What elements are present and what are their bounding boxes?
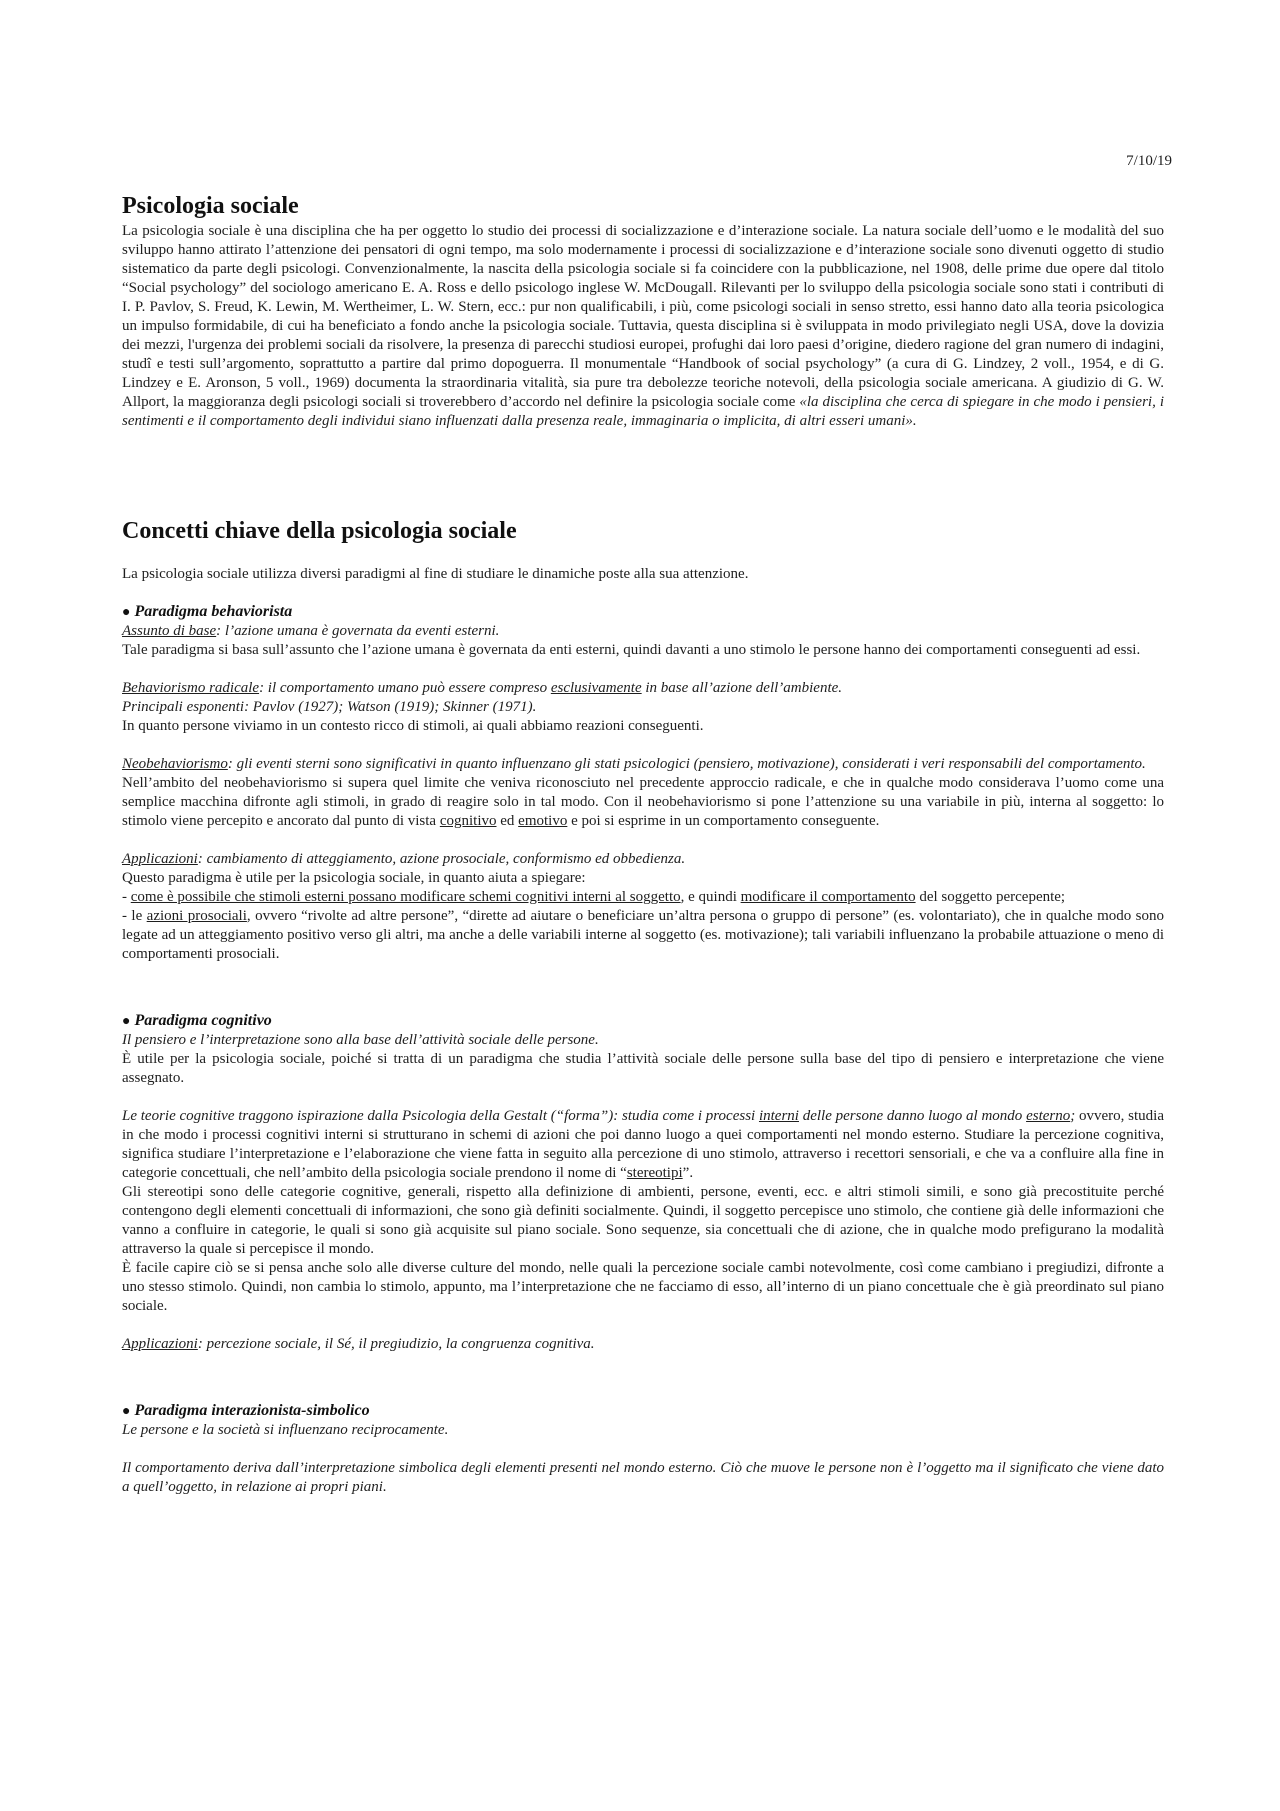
list-item <box>122 888 1164 907</box>
gestalt-esterno: esterno <box>1026 1108 1071 1124</box>
cogn-applicazioni <box>122 1335 1164 1354</box>
radicale-label: Behaviorismo radicale <box>122 680 260 696</box>
spacer <box>122 736 1164 755</box>
list-item <box>122 907 1164 964</box>
spacer <box>122 964 1164 993</box>
assunto-text: : l’azione umana è governata da eventi esterni. <box>216 623 500 639</box>
gestalt-end: ”. <box>682 1165 694 1181</box>
list-item-1-u1: come è possibile che stimoli esterni possano modificare schemi cognitivi interni al soggetto <box>130 889 681 905</box>
assunto-line <box>122 622 1164 641</box>
cogn-paragraph-2: Gli stereotipi sono delle categorie cognitive, generali, rispetto alla definizione di ambienti, persone, eventi, ecc. e altri stimoli simili, e sono già precostituite perché contengono degli elementi concettuali di informazioni, che sono già definiti socialmente. Quindi, il soggetto percepisce uno stimolo, che contiene già delle informazioni che vanno a confluire in categorie, le quali si sono già acquisite sul piano sociale. Sono sequenze, sia concettuali che di azione, che in qualche modo prefigurano la modalità attraverso la quale si percepisce il mondo. <box>122 1184 1164 1257</box>
behav-paragraph-3 <box>122 774 1164 831</box>
behav-applicazioni <box>122 850 1164 869</box>
gestalt-rest: ovvero, studia in che modo i processi cognitivi interni si strutturano in schemi di azioni che poi danno luogo a quei comportamenti nel mondo esterno. Studiare la percezione cognitiva, significa studiare l’interpretazione e l’elaborazione che viene fatta in seguito alla percezione di uno stimolo, attraverso i recettori sensoriali, e che va a confluire alla fine in categorie concettuali, che nell’ambito della psicologia sociale prendono il nome di “ <box>122 1108 1164 1181</box>
spacer <box>122 831 1164 850</box>
heading-interazionista <box>122 1401 1164 1421</box>
inter-subtitle: Le persone e la società si influenzano reciprocamente. <box>122 1422 449 1438</box>
behav-paragraph-2: In quanto persone viviamo in un contesto ricco di stimoli, ai quali abbiamo reazioni conseguenti. <box>122 718 704 734</box>
p3-emotivo: emotivo <box>518 813 568 829</box>
list-item-2-u: azioni prosociali <box>146 908 247 924</box>
intro-text: La psicologia sociale è una disciplina che ha per oggetto lo studio dei processi di socializzazione e d’interazione sociale. La natura sociale dell’uomo e le modalità del suo sviluppo hanno attirato l’attenzione dei pensatori di ogni tempo, ma solo modernamente i processi di socializzazione e d’interazione sociale sono divenuti oggetto di studio sistematico da parte degli psicologi. Convenzionalmente, la nascita della psicologia sociale si fa coincidere con la pubblicazione, nel 1908, delle prime due opere dal titolo “Social psychology” del sociologo americano E. A. Ross e dello psicologo inglese W. McDougall. Rilevanti per lo sviluppo della psicologia sociale sono stati i contributi di I. P. Pavlov, S. Freud, K. Lewin, M. Wertheimer, L. W. Stern, ecc.: pur non qualificabili, i più, come psicologi sociali in senso stretto, essi hanno dato alla teoria psicologica un impulso formidabile, di cui ha beneficiato a fondo anche la psicologia sociale. Tuttavia, questa disciplina si è sviluppata in modo privilegiato negli USA, dove la dovizia dei mezzi, l'urgenza dei problemi sociali da risolvere, la presenza di parecchi studiosi europei, profughi dai loro paesi d’origine, diedero ragione del gran numero di indagini, studî e testi sull’argomento, soprattutto a partire dal primo dopoguerra. Il monumentale “Handbook of social psychology” (a cura di G. Lindzey, 2 voll., 1954, e di G. Lindzey e E. Aronson, 5 voll., 1969) documenta la straordinaria vitalità, sia pure tra debolezze teoriche notevoli, della psicologia sociale americana. A giudizio di G. W. Allport, la maggioranza degli psicologi sociali si troverebbero d’accordo nel definire la psicologia sociale come <box>122 223 1164 410</box>
bullet-icon: ● <box>122 1404 131 1419</box>
radicale-text-b: in base all’azione dell’ambiente. <box>641 680 843 696</box>
applicazioni-label: Applicazioni <box>122 851 198 867</box>
behav-paragraph-1: Tale paradigma si basa sull’assunto che l’azione umana è governata da enti esterni, quindi davanti a uno stimolo le persone hanno dei comportamenti conseguenti ad essi. <box>122 642 1141 658</box>
spacer <box>122 1354 1164 1383</box>
gestalt-c: ; <box>1070 1108 1076 1124</box>
spacer <box>122 1440 1164 1459</box>
gestalt-stereotipi: stereotipi <box>626 1165 683 1181</box>
list-dash: - <box>122 889 131 905</box>
radicale-emphasis: esclusivamente <box>550 680 642 696</box>
bullet-icon: ● <box>122 1014 131 1029</box>
bullet-icon: ● <box>122 605 131 620</box>
p3-text-b: ed <box>496 813 519 829</box>
neo-line <box>122 755 1164 774</box>
p3-cognitivo: cognitivo <box>439 813 497 829</box>
list-item-1-u2: modificare il comportamento <box>740 889 916 905</box>
neo-text: : gli eventi sterni sono significativi in quanto influenzano gli stati psicologici (pensiero, motivazione), considerati i veri responsabili del comportamento. <box>227 756 1146 772</box>
assunto-label: Assunto di base <box>122 623 217 639</box>
cogn-paragraph-3: È facile capire ciò se si pensa anche solo alle diverse culture del mondo, nelle quali la percezione sociale cambi notevolmente, così come cambiano i pregiudizi, difronte a uno stesso stimolo. Quindi, non cambia lo stimolo, appunto, ma l’interpretazione che ne facciamo di esso, all’interno di un piano concettuale che è già preordinato sul piano sociale. <box>122 1260 1164 1314</box>
esponenti-line: Principali esponenti: Pavlov (1927); Watson (1919); Skinner (1971). <box>122 699 537 715</box>
list-item-1-mid: , e quindi <box>680 889 741 905</box>
allport-quote: «la disciplina che cerca di spiegare in che modo i pensieri, i sentimenti e il comportamento degli individui siano influenzati dalla presenza reale, immaginaria o implicita, di altri esseri umani». <box>122 394 1164 429</box>
list-item-2-post: , ovvero “rivolte ad altre persone”, “dirette ad aiutare o beneficiare un’altra persona o gruppo di persone” (es. volontariato), che in qualche modo sono legate ad un atteggiamento positivo verso gli altri, ma anche a delle variabili interne al soggetto (es. motivazione); tali variabili influenzano la probabile attuazione o meno di comportamenti prosociali. <box>122 908 1164 962</box>
gestalt-paragraph <box>122 1107 1164 1183</box>
cogn-subtitle: Il pensiero e l’interpretazione sono alla base dell’attività sociale delle persone. <box>122 1032 599 1048</box>
concetti-intro: La psicologia sociale utilizza diversi paradigmi al fine di studiare le dinamiche poste alla sua attenzione. <box>122 566 749 582</box>
date-label: 7/10/19 <box>1126 153 1172 169</box>
radicale-text-a: : il comportamento umano può essere compreso <box>259 680 551 696</box>
heading-cognitivo-text: Paradigma cognitivo <box>134 1012 272 1029</box>
radicale-line <box>122 679 1164 698</box>
p3-text-a: Nell’ambito del neobehaviorismo si supera quel limite che veniva riconosciuto nel precedente approccio radicale, e che in qualche modo considerava l’uomo come una semplice macchina difronte agli stimoli, in grado di reagire solo in tal modo. Con il neobehaviorismo si pone l’attenzione su una variabile in più, interna al soggetto: lo stimolo viene percepito e ancorato dal punto di vista <box>122 775 1164 829</box>
spacer <box>122 660 1164 679</box>
applicazioni-label: Applicazioni <box>122 1336 198 1352</box>
p3-text-c: e poi si esprime in un comportamento conseguente. <box>567 813 880 829</box>
gestalt-b: delle persone danno luogo al mondo <box>798 1108 1027 1124</box>
document-content <box>122 192 1164 1497</box>
heading-cognitivo <box>122 1011 1164 1031</box>
heading-behaviorista-text: Paradigma behaviorista <box>134 603 293 620</box>
neo-label: Neobehaviorismo <box>122 756 228 772</box>
heading-behaviorista <box>122 602 1164 622</box>
cogn-paragraph-1: È utile per la psicologia sociale, poiché si tratta di un paradigma che studia l’attività sociale delle persone sulla base del tipo di pensiero e interpretazione che viene assegnato. <box>122 1051 1164 1086</box>
behav-paragraph-4: Questo paradigma è utile per la psicologia sociale, in quanto aiuta a spiegare: <box>122 870 586 886</box>
title-concetti-chiave: Concetti chiave della psicologia sociale <box>122 518 517 544</box>
spacer <box>122 1316 1164 1335</box>
applicazioni-text: : percezione sociale, il Sé, il pregiudizio, la congruenza cognitiva. <box>197 1336 595 1352</box>
applicazioni-text: : cambiamento di atteggiamento, azione prosociale, conformismo ed obbedienza. <box>197 851 686 867</box>
intro-paragraph <box>122 222 1164 431</box>
gestalt-a: Le teorie cognitive traggono ispirazione dalla Psicologia della Gestalt (“forma”): studia come i processi <box>122 1108 759 1124</box>
heading-interazionista-text: Paradigma interazionista-simbolico <box>134 1402 370 1419</box>
title-psicologia-sociale: Psicologia sociale <box>122 193 299 219</box>
inter-paragraph-1: Il comportamento deriva dall’interpretazione simbolica degli elementi presenti nel mondo esterno. Ciò che muove le persone non è l’oggetto ma il significato che viene dato a quell’oggetto, in relazione ai propri piani. <box>122 1460 1164 1495</box>
gestalt-interni: interni <box>758 1108 799 1124</box>
list-item-1-post: del soggetto percepente; <box>915 889 1066 905</box>
spacer <box>122 1088 1164 1107</box>
list-dash: - le <box>122 908 147 924</box>
